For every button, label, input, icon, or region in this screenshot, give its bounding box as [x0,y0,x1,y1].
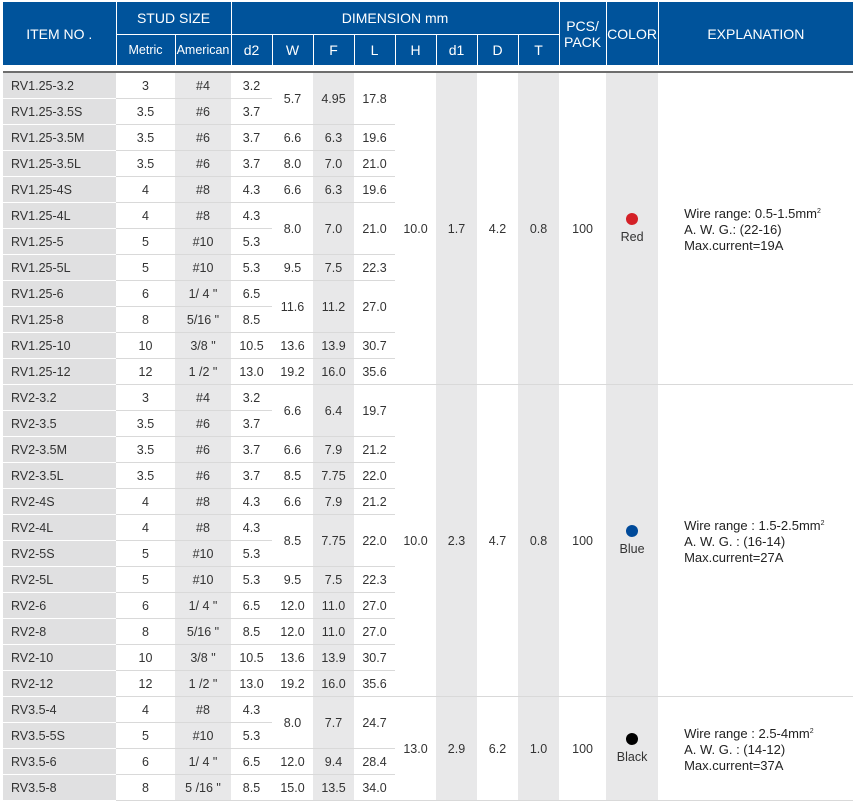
american-cell: 1 /2 " [175,671,231,697]
f-cell: 16.0 [313,671,354,697]
american-cell: #8 [175,177,231,203]
max-current-text: Max.current=37A [684,757,784,773]
squared-superscript: 2 [820,519,825,527]
explanation-cell [658,72,853,385]
american-cell: #6 [175,437,231,463]
metric-cell: 4 [116,177,175,203]
american-cell: #6 [175,125,231,151]
metric-cell: 3 [116,72,175,99]
d2-cell: 3.2 [231,385,272,411]
color-dot-icon [626,733,638,745]
metric-cell: 3.5 [116,99,175,125]
w-cell: 12.0 [272,619,313,645]
l-header: L [354,35,395,66]
metric-cell: 4 [116,203,175,229]
t-cell: 0.8 [518,72,559,385]
american-cell: #6 [175,99,231,125]
d2-cell: 4.3 [231,515,272,541]
pcs-pack-cell: 100 [559,72,606,385]
l-cell: 34.0 [354,775,395,801]
metric-cell: 10 [116,645,175,671]
wire-range-value: Wire range : 2.5-4mm [684,725,810,741]
pcs-pack-cell: 100 [559,385,606,697]
f-cell: 7.9 [313,437,354,463]
f-cell: 4.95 [313,72,354,125]
d2-cell: 5.3 [231,541,272,567]
d2-cell: 3.2 [231,72,272,99]
squared-superscript: 2 [809,727,814,735]
awg-text: A. W. G. : (14-12) [684,741,786,757]
item-no-cell: RV2-3.5M [3,437,116,463]
color-cell [606,72,658,385]
w-cell: 9.5 [272,255,313,281]
metric-cell: 3.5 [116,463,175,489]
l-cell: 21.2 [354,489,395,515]
explanation-cell [658,697,853,801]
metric-cell: 4 [116,697,175,723]
american-header: American [175,35,231,66]
american-cell: #10 [175,255,231,281]
american-cell: #4 [175,72,231,99]
item-no-cell: RV3.5-6 [3,749,116,775]
awg-text: A. W. G.: (22-16) [684,221,782,237]
metric-cell: 5 [116,229,175,255]
d2-cell: 3.7 [231,411,272,437]
color-name: Blue [619,542,645,556]
item-no-cell: RV2-5L [3,567,116,593]
metric-cell: 10 [116,333,175,359]
table-body [3,65,853,801]
item-no-cell: RV1.25-5 [3,229,116,255]
l-cell: 27.0 [354,281,395,333]
item-no-cell: RV2-10 [3,645,116,671]
metric-cell: 5 [116,567,175,593]
d2-cell: 10.5 [231,645,272,671]
l-cell: 17.8 [354,72,395,125]
f-cell: 13.5 [313,775,354,801]
w-cell: 15.0 [272,775,313,801]
metric-cell: 3 [116,385,175,411]
american-cell: #8 [175,515,231,541]
metric-cell: 8 [116,775,175,801]
american-cell: #10 [175,541,231,567]
w-cell: 8.5 [272,515,313,567]
d1-header: d1 [436,35,477,66]
color-dot-icon [626,525,638,537]
american-cell: 1 /2 " [175,359,231,385]
metric-cell: 3.5 [116,437,175,463]
american-cell: 5/16 " [175,307,231,333]
f-cell: 6.3 [313,125,354,151]
color-cell [606,385,658,697]
table-row [3,697,853,723]
l-cell: 19.7 [354,385,395,437]
l-cell: 19.6 [354,125,395,151]
wire-range-text [684,724,853,742]
w-cell: 6.6 [272,125,313,151]
item-no-cell: RV1.25-12 [3,359,116,385]
w-cell: 12.0 [272,749,313,775]
f-cell: 11.2 [313,281,354,333]
item-no-cell: RV3.5-4 [3,697,116,723]
w-cell: 13.6 [272,333,313,359]
l-cell: 21.2 [354,437,395,463]
l-cell: 19.6 [354,177,395,203]
d-header: D [477,35,518,66]
squared-superscript: 2 [817,207,821,215]
item-no-cell: RV2-4S [3,489,116,515]
wire-range-value: Wire range: 0.5-1.5mm [684,205,817,221]
f-cell: 16.0 [313,359,354,385]
l-cell: 30.7 [354,645,395,671]
american-cell: #10 [175,723,231,749]
d2-cell: 8.5 [231,307,272,333]
item-no-cell: RV1.25-5L [3,255,116,281]
explanation-cell [658,385,853,697]
item-no-cell: RV2-3.5L [3,463,116,489]
d2-cell: 3.7 [231,463,272,489]
metric-cell: 6 [116,281,175,307]
w-cell: 6.6 [272,385,313,437]
item-no-cell: RV1.25-3.5S [3,99,116,125]
d1-cell: 2.9 [436,697,477,801]
w-cell: 8.0 [272,697,313,749]
item-no-cell: RV1.25-3.5L [3,151,116,177]
h-header: H [395,35,436,66]
metric-cell: 3.5 [116,411,175,437]
f-cell: 11.0 [313,619,354,645]
american-cell: #6 [175,463,231,489]
american-cell: #10 [175,567,231,593]
w-cell: 12.0 [272,593,313,619]
explanation-header: EXPLANATION [658,2,853,65]
w-cell: 6.6 [272,489,313,515]
wire-range-text [684,516,853,534]
product-spec-table [3,2,853,801]
item-no-cell: RV2-3.2 [3,385,116,411]
l-cell: 22.3 [354,567,395,593]
f-cell: 7.0 [313,203,354,255]
metric-cell: 3.5 [116,151,175,177]
l-cell: 35.6 [354,359,395,385]
w-cell: 8.5 [272,463,313,489]
t-cell: 1.0 [518,697,559,801]
d2-cell: 6.5 [231,749,272,775]
f-cell: 6.4 [313,385,354,437]
f-cell: 7.7 [313,697,354,749]
d2-cell: 8.5 [231,619,272,645]
max-current-text: Max.current=27A [684,549,784,565]
metric-cell: 6 [116,749,175,775]
l-cell: 22.3 [354,255,395,281]
d2-cell: 13.0 [231,359,272,385]
american-cell: #8 [175,489,231,515]
l-cell: 24.7 [354,697,395,749]
f-cell: 7.9 [313,489,354,515]
d2-cell: 3.7 [231,437,272,463]
f-cell: 7.0 [313,151,354,177]
d2-cell: 8.5 [231,775,272,801]
table-row [3,72,853,99]
w-cell: 6.6 [272,177,313,203]
american-cell: 3/8 " [175,333,231,359]
w-cell: 6.6 [272,437,313,463]
d2-cell: 5.3 [231,723,272,749]
table-row [3,385,853,411]
w-cell: 5.7 [272,72,313,125]
d2-cell: 4.3 [231,203,272,229]
item-no-cell: RV2-3.5 [3,411,116,437]
d2-cell: 6.5 [231,593,272,619]
f-cell: 7.5 [313,567,354,593]
american-cell: 1/ 4 " [175,749,231,775]
l-cell: 28.4 [354,749,395,775]
american-cell: #6 [175,411,231,437]
item-no-cell: RV2-6 [3,593,116,619]
d2-cell: 5.3 [231,229,272,255]
wire-range-text [684,204,853,222]
item-no-cell: RV2-5S [3,541,116,567]
f-cell: 7.5 [313,255,354,281]
h-cell: 10.0 [395,72,436,385]
american-cell: 3/8 " [175,645,231,671]
l-cell: 21.0 [354,203,395,255]
d2-cell: 4.3 [231,177,272,203]
f-cell: 9.4 [313,749,354,775]
color-dot-icon [626,213,638,225]
color-cell [606,697,658,801]
american-cell: 5/16 " [175,619,231,645]
d2-cell: 3.7 [231,125,272,151]
h-cell: 13.0 [395,697,436,801]
metric-cell: 4 [116,489,175,515]
d1-cell: 1.7 [436,72,477,385]
item-no-cell: RV1.25-3.2 [3,72,116,99]
w-cell: 11.6 [272,281,313,333]
item-no-cell: RV1.25-3.5M [3,125,116,151]
d2-cell: 4.3 [231,489,272,515]
american-cell: 1/ 4 " [175,593,231,619]
american-cell: #6 [175,151,231,177]
american-cell: 1/ 4 " [175,281,231,307]
l-cell: 21.0 [354,151,395,177]
metric-cell: 12 [116,359,175,385]
item-no-cell: RV1.25-6 [3,281,116,307]
d2-header: d2 [231,35,272,66]
d2-cell: 10.5 [231,333,272,359]
w-cell: 8.0 [272,203,313,255]
d2-cell: 13.0 [231,671,272,697]
awg-text: A. W. G. : (16-14) [684,533,786,549]
american-cell: #8 [175,203,231,229]
max-current-text: Max.current=19A [684,237,784,253]
item-no-header: ITEM NO . [3,2,116,65]
item-no-cell: RV1.25-8 [3,307,116,333]
color-name: Red [620,230,644,244]
d2-cell: 5.3 [231,567,272,593]
h-cell: 10.0 [395,385,436,697]
l-cell: 35.6 [354,671,395,697]
color-name: Black [616,750,648,764]
f-cell: 11.0 [313,593,354,619]
w-cell: 8.0 [272,151,313,177]
pcs-pack-header: PCS/ PACK [559,2,606,65]
item-no-cell: RV3.5-5S [3,723,116,749]
w-cell: 19.2 [272,671,313,697]
t-cell: 0.8 [518,385,559,697]
wire-range-value: Wire range : 1.5-2.5mm [684,517,821,533]
l-cell: 30.7 [354,333,395,359]
d1-cell: 2.3 [436,385,477,697]
pcs-pack-cell: 100 [559,697,606,801]
metric-header: Metric [116,35,175,66]
d-cell: 6.2 [477,697,518,801]
metric-cell: 12 [116,671,175,697]
color-header: COLOR [606,2,658,65]
metric-cell: 8 [116,619,175,645]
l-cell: 22.0 [354,515,395,567]
t-header: T [518,35,559,66]
metric-cell: 5 [116,255,175,281]
metric-cell: 8 [116,307,175,333]
item-no-cell: RV2-8 [3,619,116,645]
dimension-header: DIMENSION mm [231,2,559,35]
american-cell: #4 [175,385,231,411]
stud-size-header: STUD SIZE [116,2,231,35]
item-no-cell: RV1.25-10 [3,333,116,359]
l-cell: 22.0 [354,463,395,489]
d2-cell: 6.5 [231,281,272,307]
metric-cell: 4 [116,515,175,541]
metric-cell: 6 [116,593,175,619]
item-no-cell: RV1.25-4L [3,203,116,229]
f-cell: 7.75 [313,515,354,567]
american-cell: #10 [175,229,231,255]
d-cell: 4.7 [477,385,518,697]
w-cell: 13.6 [272,645,313,671]
d2-cell: 4.3 [231,697,272,723]
l-cell: 27.0 [354,593,395,619]
metric-cell: 5 [116,723,175,749]
item-no-cell: RV2-12 [3,671,116,697]
metric-cell: 5 [116,541,175,567]
header-divider [3,65,853,72]
w-cell: 9.5 [272,567,313,593]
f-header: F [313,35,354,66]
d-cell: 4.2 [477,72,518,385]
american-cell: #8 [175,697,231,723]
item-no-cell: RV1.25-4S [3,177,116,203]
d2-cell: 3.7 [231,151,272,177]
metric-cell: 3.5 [116,125,175,151]
f-cell: 13.9 [313,333,354,359]
american-cell: 5 /16 " [175,775,231,801]
item-no-cell: RV3.5-8 [3,775,116,801]
f-cell: 13.9 [313,645,354,671]
f-cell: 7.75 [313,463,354,489]
f-cell: 6.3 [313,177,354,203]
d2-cell: 5.3 [231,255,272,281]
l-cell: 27.0 [354,619,395,645]
item-no-cell: RV2-4L [3,515,116,541]
w-header: W [272,35,313,66]
d2-cell: 3.7 [231,99,272,125]
w-cell: 19.2 [272,359,313,385]
